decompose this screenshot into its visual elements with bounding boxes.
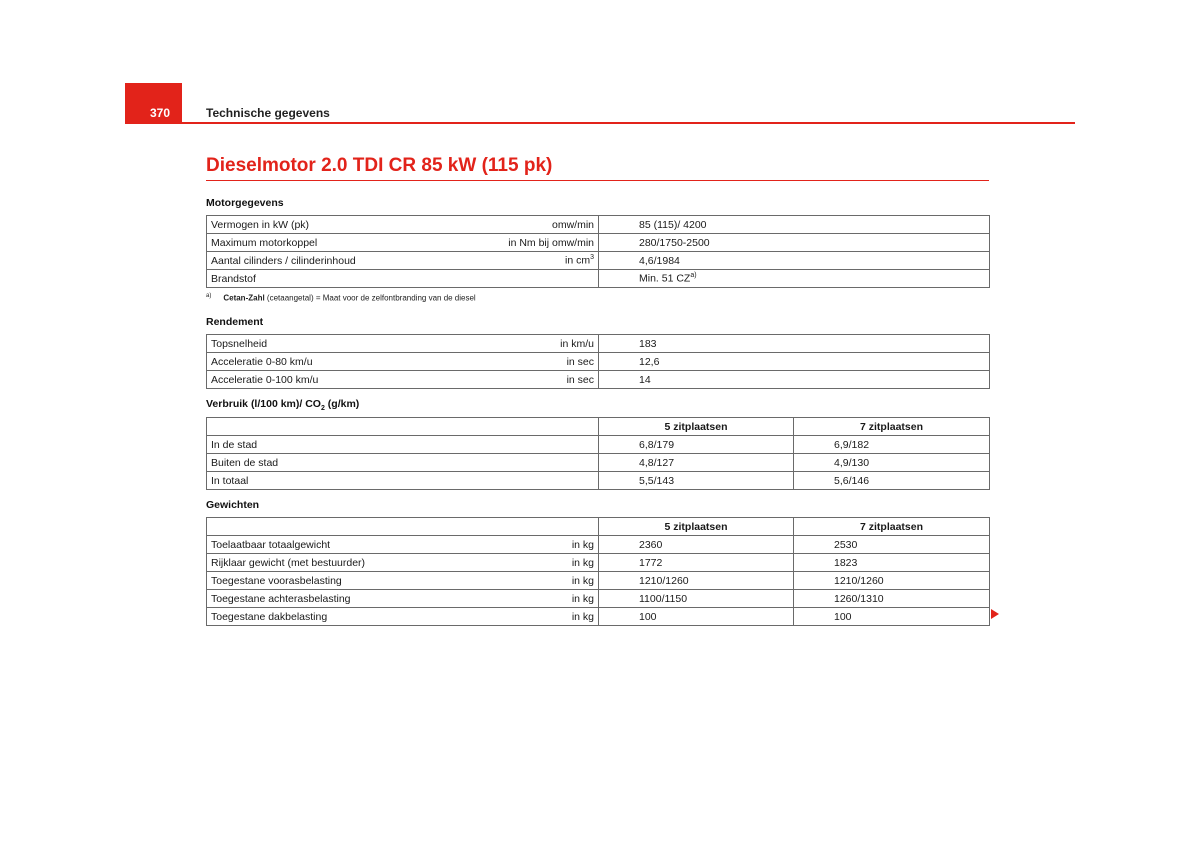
gewichten-heading: Gewichten (206, 499, 260, 511)
row-label: Vermogen in kW (pk) (207, 216, 477, 234)
motor-table (206, 215, 990, 288)
header-empty-cell (207, 518, 599, 536)
footnote-reference: a) (690, 272, 697, 280)
row-unit: in kg (507, 590, 599, 608)
row-unit: in km/u (477, 335, 599, 353)
row-unit (477, 270, 599, 288)
row-value-5: 4,8/127 (599, 454, 794, 472)
row-unit: in sec (477, 371, 599, 389)
row-unit (477, 252, 599, 270)
gewichten-table (206, 517, 990, 626)
table-row (207, 234, 990, 252)
row-label: In de stad (207, 436, 599, 454)
row-label: Topsnelheid (207, 335, 477, 353)
rendement-heading: Rendement (206, 316, 264, 328)
row-value-7: 1260/1310 (794, 590, 990, 608)
row-value-7: 2530 (794, 536, 990, 554)
row-value: 14 (599, 371, 990, 389)
row-value-7: 4,9/130 (794, 454, 990, 472)
unit-text: in cm (565, 254, 591, 267)
row-value-7: 6,9/182 (794, 436, 990, 454)
verbruik-table (206, 417, 990, 490)
row-unit: in kg (507, 536, 599, 554)
column-header: 5 zitplaatsen (599, 518, 794, 536)
column-header: 5 zitplaatsen (599, 418, 794, 436)
table-header-row (207, 418, 990, 436)
table-row (207, 371, 990, 389)
table-row (207, 472, 990, 490)
row-label: Acceleratie 0-80 km/u (207, 353, 477, 371)
continue-arrow-icon (991, 609, 999, 619)
table-header-row (207, 518, 990, 536)
column-header: 7 zitplaatsen (794, 418, 990, 436)
row-label: Brandstof (207, 270, 477, 288)
table-row (207, 353, 990, 371)
table-row (207, 608, 990, 626)
row-value: 12,6 (599, 353, 990, 371)
row-label: Aantal cilinders / cilinderinhoud (207, 252, 477, 270)
row-value-5: 1210/1260 (599, 572, 794, 590)
row-label: Toegestane voorasbelasting (207, 572, 507, 590)
row-label: Toegestane dakbelasting (207, 608, 507, 626)
row-value-7: 1823 (794, 554, 990, 572)
verbruik-heading-text: Verbruik (l/100 km)/ CO (206, 398, 321, 410)
page-title: Dieselmotor 2.0 TDI CR 85 kW (115 pk) (206, 155, 553, 176)
row-unit: in kg (507, 572, 599, 590)
table-row (207, 554, 990, 572)
motor-heading: Motorgegevens (206, 197, 284, 209)
footnote (206, 293, 476, 303)
header-empty-cell (207, 418, 599, 436)
row-unit: in sec (477, 353, 599, 371)
table-row (207, 436, 990, 454)
row-unit: in kg (507, 608, 599, 626)
row-value-5: 5,5/143 (599, 472, 794, 490)
row-value-7: 100 (794, 608, 990, 626)
row-value-5: 100 (599, 608, 794, 626)
table-row (207, 216, 990, 234)
row-value-7: 5,6/146 (794, 472, 990, 490)
column-header: 7 zitplaatsen (794, 518, 990, 536)
value-text: Min. 51 CZ (639, 272, 691, 285)
row-value-5: 2360 (599, 536, 794, 554)
row-unit: in kg (507, 554, 599, 572)
footnote-term: Cetan-Zahl (223, 293, 265, 303)
row-label: In totaal (207, 472, 599, 490)
table-row (207, 270, 990, 288)
section-title: Technische gegevens (206, 106, 330, 120)
row-value: 183 (599, 335, 990, 353)
row-label: Maximum motorkoppel (207, 234, 477, 252)
verbruik-heading (206, 398, 359, 412)
header-divider (125, 122, 1075, 124)
row-label: Acceleratie 0-100 km/u (207, 371, 477, 389)
table-row (207, 335, 990, 353)
unit-superscript: 3 (590, 254, 594, 262)
table-row (207, 536, 990, 554)
row-label: Buiten de stad (207, 454, 599, 472)
row-unit: in Nm bij omw/min (477, 234, 599, 252)
table-row (207, 252, 990, 270)
row-value: 4,6/1984 (599, 252, 990, 270)
row-value-5: 6,8/179 (599, 436, 794, 454)
title-divider (206, 180, 989, 181)
table-row (207, 454, 990, 472)
row-label: Rijklaar gewicht (met bestuurder) (207, 554, 507, 572)
verbruik-heading-subscript: 2 (320, 405, 325, 413)
row-label: Toegestane achterasbelasting (207, 590, 507, 608)
row-value-5: 1100/1150 (599, 590, 794, 608)
row-value: 280/1750-2500 (599, 234, 990, 252)
verbruik-heading-tail: (g/km) (324, 398, 360, 410)
row-unit: omw/min (477, 216, 599, 234)
table-row (207, 590, 990, 608)
row-value-7: 1210/1260 (794, 572, 990, 590)
row-label: Toelaatbaar totaalgewicht (207, 536, 507, 554)
table-row (207, 572, 990, 590)
row-value: 85 (115)/ 4200 (599, 216, 990, 234)
rendement-table (206, 334, 990, 389)
footnote-text: (cetaangetal) = Maat voor de zelfontbranding van de diesel (264, 293, 476, 303)
page-number: 370 (150, 106, 171, 120)
row-value-5: 1772 (599, 554, 794, 572)
footnote-mark: a) (206, 293, 212, 299)
row-value (599, 270, 990, 288)
